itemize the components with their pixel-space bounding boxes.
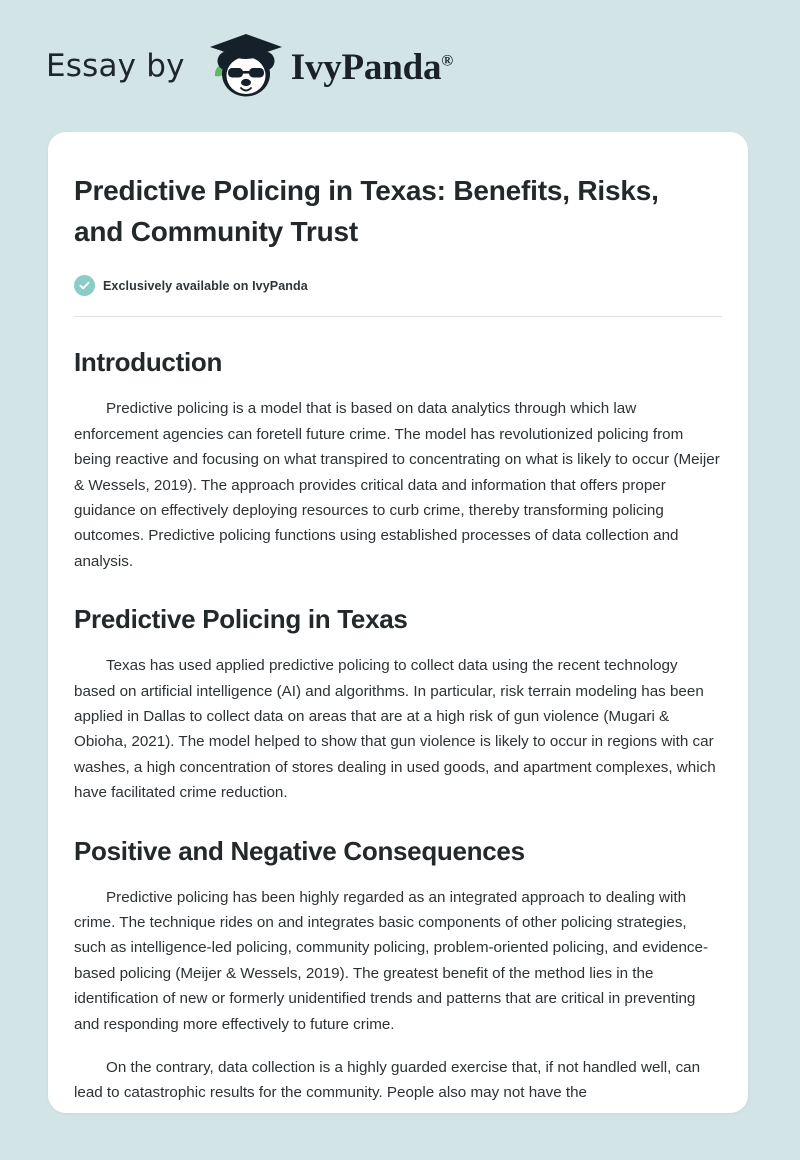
page-title: Predictive Policing in Texas: Benefits, Risks, and Community Trust [74,175,659,248]
essay-paper-card [48,132,748,1113]
exclusive-badge-label: Exclusively available on IvyPanda [103,278,308,293]
essay-by-label: Essay by [46,47,185,84]
brand-name-text: IvyPanda [290,46,442,88]
exclusive-availability-badge [74,275,722,296]
section-paragraph: Predictive policing has been highly regarded as an integrated approach to dealing with crime. The technique rides on and integrates basic components of other policing strategies, such as intelligence-led policing, community policing, problem-oriented policing, and evidence-based policing (Meijer & Wessels, 2019). The greatest benefit of the method lies in the identification of new or formerly unidentified trends and patterns that are critical in preventing and responding more effectively to future crime. [74,888,709,1033]
section-predictive-policing-in-texas [74,604,722,805]
ivypanda-logo[interactable] [203,30,453,102]
section-paragraph: Predictive policing is a model that is based on data analytics through which law enforcement agencies can foretell future crime. The model has revolutionized policing from being reactive and focusing on what transpired to concentrating on what is likely to occur (Meijer & Wessels, 2019). The approach provides critical data and information that offers proper guidance on effectively deploying resources to curb crime, thereby transforming policing outcomes. Predictive policing functions using established processes of data collection and analysis. [74,400,720,570]
section-heading: Introduction [74,347,223,378]
section-paragraph: Texas has used applied predictive policing to collect data using the recent technology based on artificial intelligence (AI) and algorithms. In particular, risk terrain modeling has been applied in Dallas to collect data on areas that are at a high risk of gun violence (Mugari & Obioha, 2021). The model helped to show that gun violence is likely to occur in regions with car washes, a high concentration of stores dealing in used goods, and apartment complexes, which have facilitated crime reduction. [74,657,716,802]
section-introduction [74,347,722,574]
panda-graduate-icon [203,30,289,102]
check-circle-icon [74,275,95,296]
paper-content [48,132,748,1106]
title-divider [74,316,722,317]
brand-wordmark [290,46,454,88]
brand-header [0,0,800,132]
section-positive-and-negative-consequences [74,836,722,1106]
section-paragraph: On the contrary, data collection is a highly guarded exercise that, if not handled well, can lead to catastrophic results for the community. People also may not have the [74,1059,701,1102]
section-heading: Predictive Policing in Texas [74,604,408,635]
section-heading: Positive and Negative Consequences [74,835,525,866]
registered-trademark-icon: ® [441,52,454,70]
